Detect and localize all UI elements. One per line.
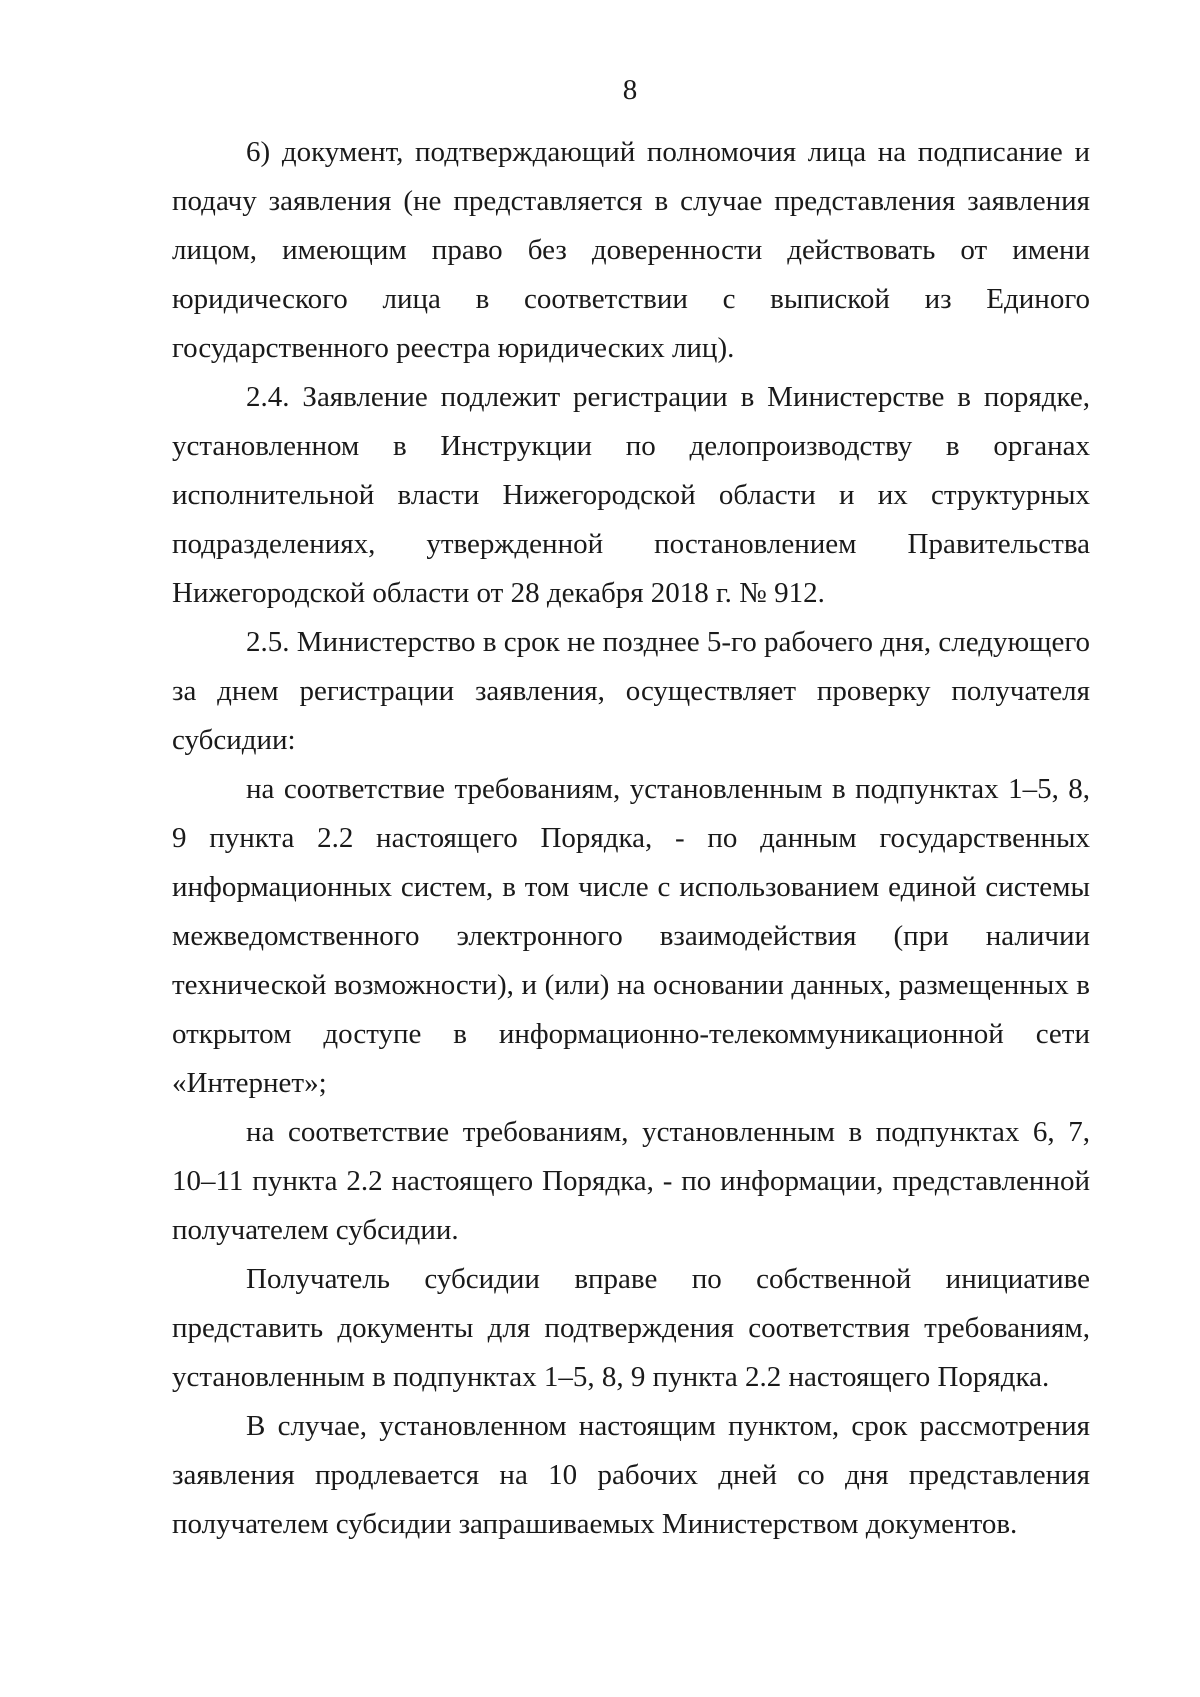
paragraph-item-6-authority-document: 6) документ, подтверждающий полномочия лица на подписание и подачу заявления (не представляется в случае представления заявления лицом, имеющим право без доверенности действовать от имени юридического лица в соответствии с выпиской из Единого государственного реестра юридических лиц).	[172, 136, 1090, 364]
paragraph-review-extension: В случае, установленном настоящим пунктом, срок рассмотрения заявления продлевается на 10 рабочих дней со дня представления получателем субсидии запрашиваемых Министерством документов.	[172, 1410, 1090, 1540]
paragraph-verification-recipient-info: на соответствие требованиям, установленным в подпунктах 6, 7, 10–11 пункта 2.2 настоящего Порядка, - по информации, представленной получателем субсидии.	[172, 1116, 1090, 1246]
paragraph-2-4-registration: 2.4. Заявление подлежит регистрации в Министерстве в порядке, установленном в Инструкции по делопроизводству в органах исполнительной власти Нижегородской области и их структурных подразделениях, утвержденной постановлением Правительства Нижегородской области от 28 декабря 2018 г. № 912.	[172, 381, 1090, 609]
paragraph-verification-state-systems: на соответствие требованиям, установленным в подпунктах 1–5, 8, 9 пункта 2.2 настоящего Порядка, - по данным государственных информационных систем, в том числе с использованием единой системы межведомственного электронного взаимодействия (при наличии технической возможности), и (или) на основании данных, размещенных в открытом доступе в информационно-телекоммуникационной сети «Интернет»;	[172, 773, 1090, 1099]
document-body	[172, 128, 1090, 1549]
paragraph-recipient-initiative: Получатель субсидии вправе по собственной инициативе представить документы для подтверждения соответствия требованиям, установленным в подпунктах 1–5, 8, 9 пункта 2.2 настоящего Порядка.	[172, 1263, 1090, 1393]
page-number: 8	[622, 74, 638, 106]
paragraph-2-5-verification: 2.5. Министерство в срок не позднее 5-го рабочего дня, следующего за днем регистрации заявления, осуществляет проверку получателя субсидии:	[172, 626, 1090, 756]
